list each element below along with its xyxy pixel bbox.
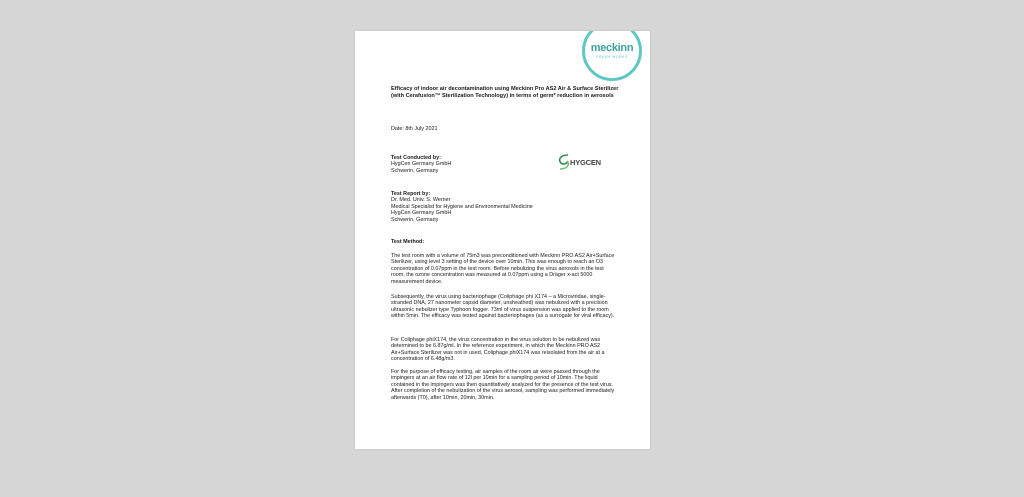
document-page xyxy=(355,31,650,449)
conducted-heading: Test Conducted by: xyxy=(391,155,441,161)
method-paragraph: For the purpose of efficacy testing, air samples of the room air were passed through the impingers at an air flow rate of 12l per 10min for a sampling period of 10min. The liquid contained in the impingers was then quantitatively analyzed for the presence of the test virus. After completion of the nebulization of the virus aerosol, sampling was performed immediately afterwards (T0), after 10min, 20min, 30min. xyxy=(391,369,615,401)
report-line: HygCen Germany GmbH xyxy=(391,210,452,217)
report-line: Schwerin, Germany xyxy=(391,216,439,223)
method-paragraph: For Coliphage phiX174, the virus concentration in the virus solution to be nebulized was determined to be 6.87g/ml. In the reference experiment, in which the Meckinn PRO AS2 Air+Surface Sterilizer was not in used, Coliphage phiX174 was reisolated from the air at a concentration of 6.48g/m3. xyxy=(391,337,605,363)
report-section xyxy=(391,191,619,223)
conducted-line: HygCen Germany GmbH xyxy=(391,161,452,168)
meckinn-logo-sub: FRESH WORKS xyxy=(596,55,628,59)
document-title: Efficacy of indoor air decontamination using Meckinn Pro AS2 Air & Surface Sterilizer (with Cerafusion™ Sterilization Technology) in terms of germ* reduction in aerosols xyxy=(391,86,619,99)
hygcen-logo-name: HYGCEN xyxy=(570,158,601,167)
document-date: Date: 8th July 2021 xyxy=(391,126,438,132)
meckinn-logo xyxy=(582,31,642,81)
method-heading: Test Method: xyxy=(391,239,425,245)
method-paragraph: Subsequently, the virus using bacteriophage (Coliphage phi X174 – a Microviridae, single-stranded DNA, 27 nanometer capsid diameter, unsheathed) was nebulized with a precision ultrasonic nebulizer type Typhoon fogger. 73ml of virus suspension was applied to the room within 5min. The efficacy was tested against bacteriophages (as a surrogate for viral efficacy). xyxy=(391,294,615,320)
report-line: Dr. Med. Univ. S. Werner xyxy=(391,197,451,204)
report-line: Medical Specialist for Hygiene and Environmental Medicine xyxy=(391,203,533,210)
report-heading: Test Report by: xyxy=(391,191,431,197)
hygcen-logo xyxy=(556,152,616,172)
method-paragraph: The test room with a volume of 75m3 was preconditioned with Meckinn PRO AS2 Air+Surface Sterilizer, using level 3 setting of the device over 10min. This was enough to reach an O3 concentration of 0.07ppm in the test room. Before nebulizing the virus aerosols in the test room, the ozone concentration was measured at 0.07ppm using a Dräger x-act 5000 measurement device. xyxy=(391,253,615,285)
meckinn-logo-name: meckinn xyxy=(590,42,634,54)
conducted-line: Schwerin, Germany xyxy=(391,167,439,174)
